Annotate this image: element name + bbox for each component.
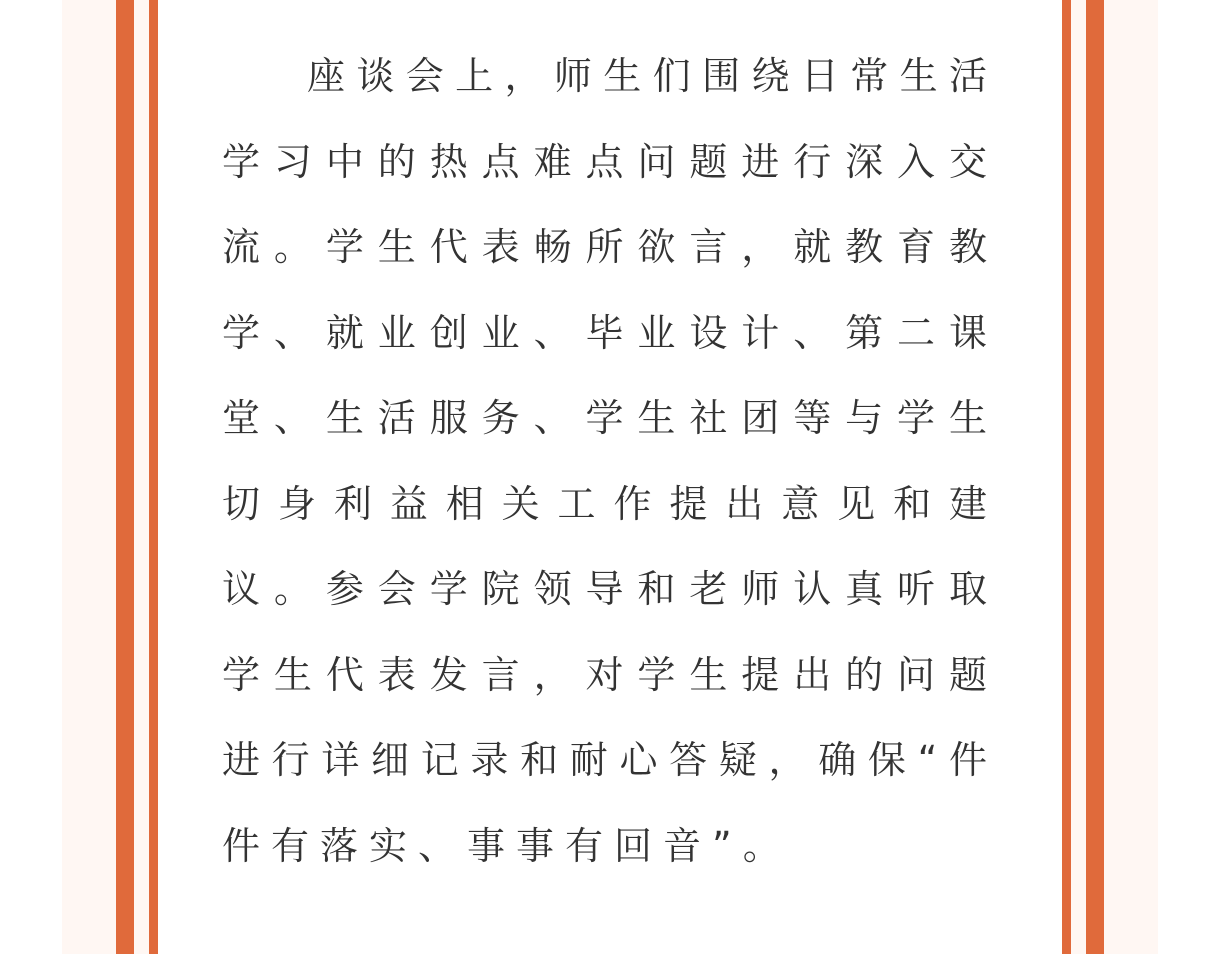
left-border-stripe-inner: [149, 0, 158, 954]
article-paragraph: 座谈会上，师生们围绕日常生活学习中的热点难点问题进行深入交流。学生代表畅所欲言，就教育教学、就业创业、毕业设计、第二课堂、生活服务、学生社团等与学生切身利益相关工作提出意见和建议。参会学院领导和老师认真听取学生代表发言，对学生提出的问题进行详细记录和耐心答疑，确保“件件有落实、事事有回音”。: [222, 54, 998, 868]
right-border-stripe-inner: [1062, 0, 1071, 954]
right-border-stripe-outer: [1086, 0, 1104, 954]
left-border-stripe-outer: [116, 0, 134, 954]
